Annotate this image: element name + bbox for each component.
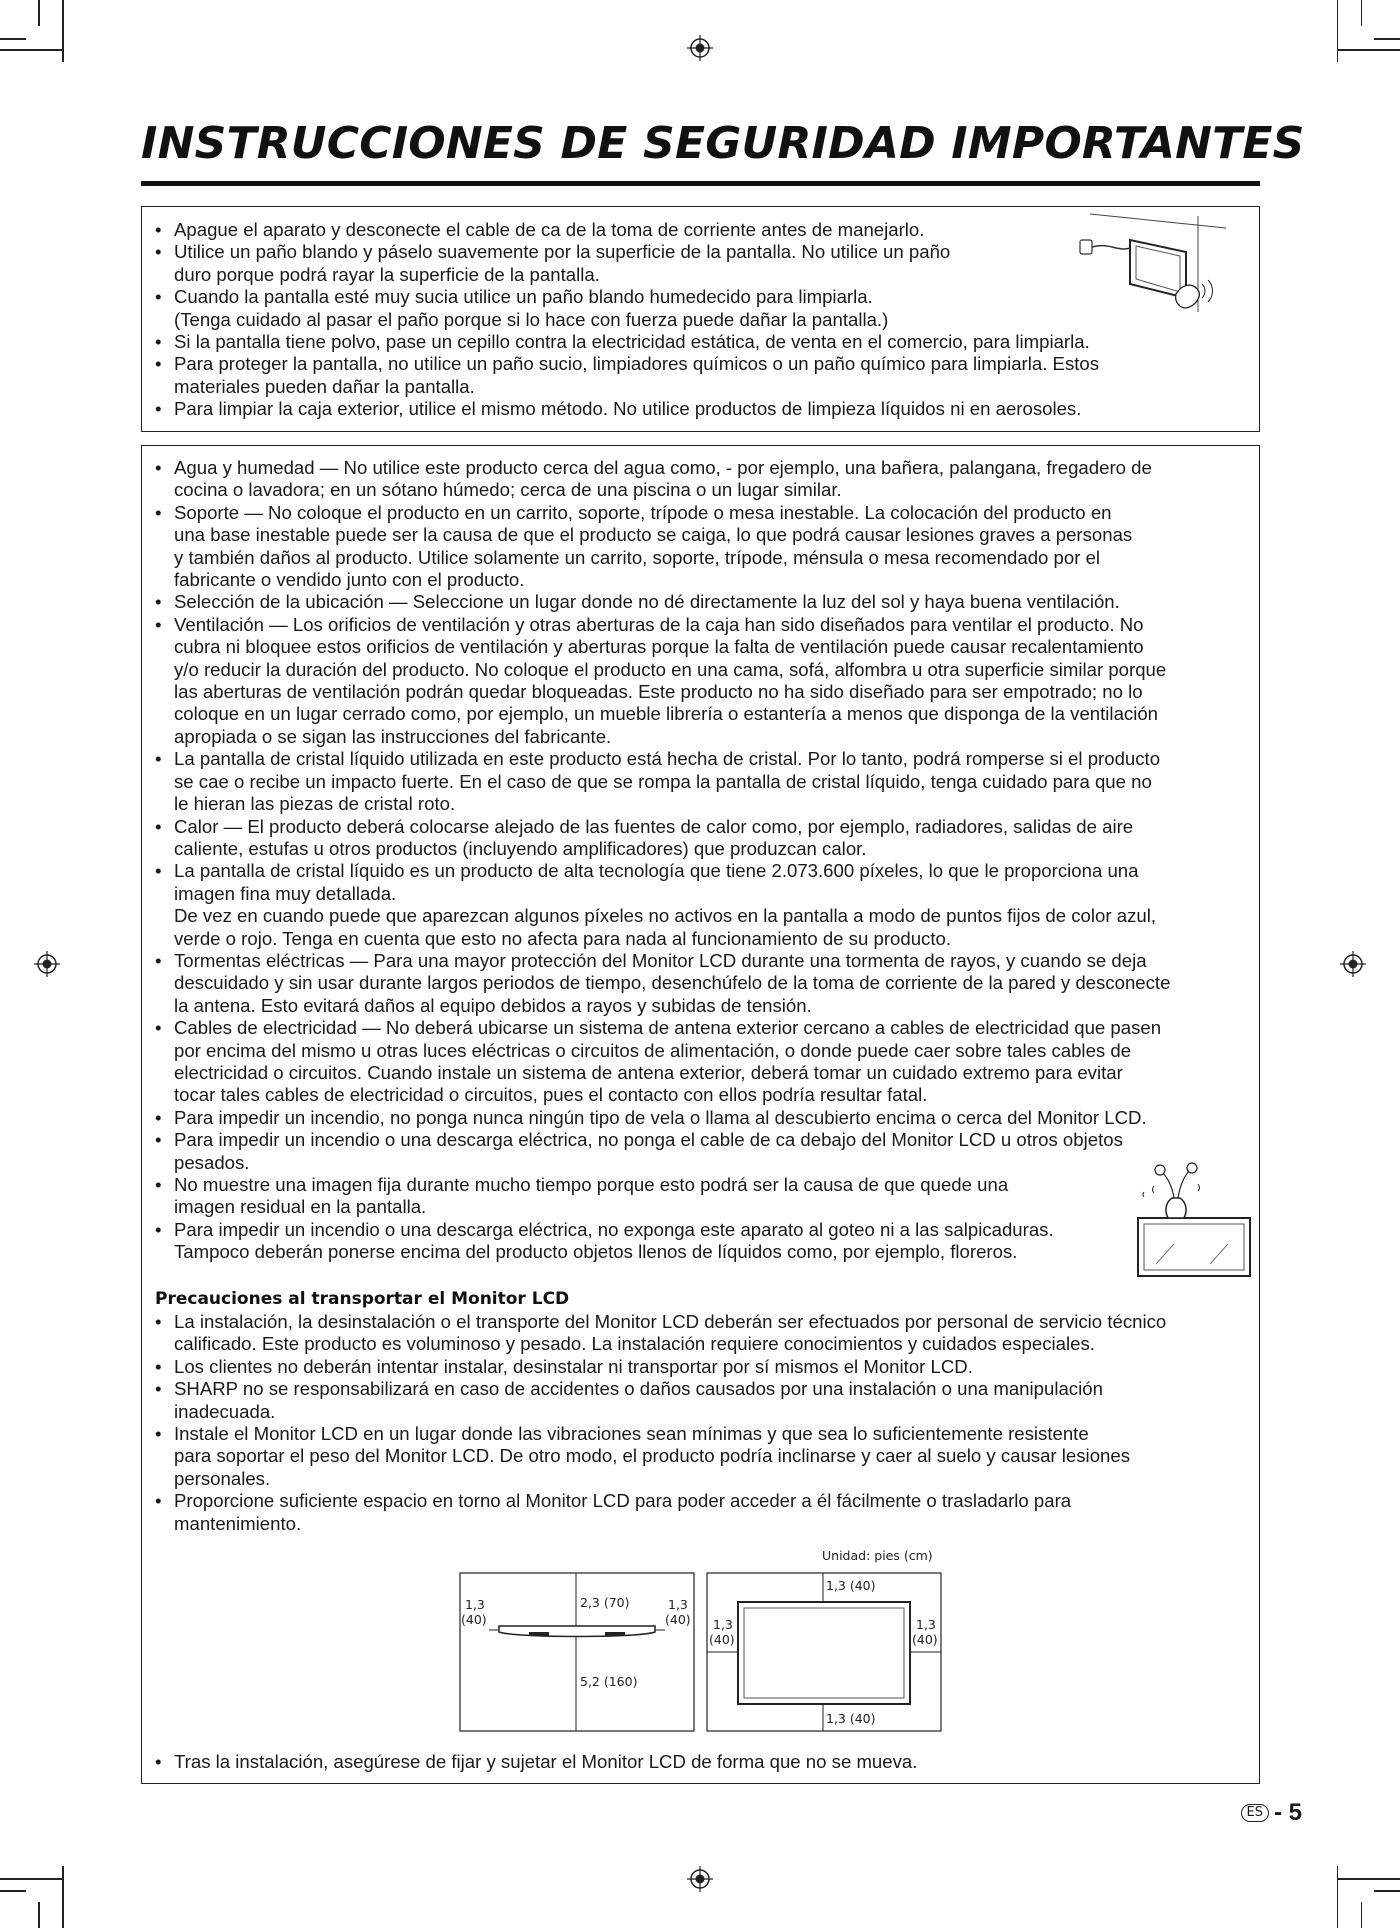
clearance-front-view-diagram	[706, 1572, 942, 1732]
list-item: • Ventilación — Los orificios de ventilación y otras aberturas de la caja han sido diseñados para ventilar el producto. No cubra ni bloquee estos orificios de ventilación y aberturas porque la falta de ventilación puede causar recalentamiento y/o reducir la duración del producto. No coloque el producto en una cama, sofá, alfombra u otra superficie similar porque las aberturas de ventilación podrán quedar bloqueadas. Este producto no ha sido diseñado para ser empotrado; no lo coloque en un lugar cerrado como, por ejemplo, un mueble librería o estantería a menos que disponga de la ventilación apropiada o se sigan las instrucciones del fabricante.	[143, 614, 1258, 748]
list-item: • SHARP no se responsabilizará en caso de accidentes o daños causados por una instalación o una manipulación inadecuada.	[143, 1378, 1258, 1423]
top-view-left-cm: (40)	[461, 1612, 487, 1627]
transport-list	[143, 1311, 1258, 1535]
final-transport-list	[143, 1751, 1258, 1773]
page-title: INSTRUCCIONES DE SEGURIDAD IMPORTANTES	[141, 118, 1305, 169]
page-number	[1241, 1799, 1302, 1827]
list-item: • Para limpiar la caja exterior, utilice el mismo método. No utilice productos de limpieza líquidos ni en aerosoles.	[143, 398, 1258, 420]
list-item: • Para impedir un incendio o una descarga eléctrica, no exponga este aparato al goteo ni a las salpicaduras. Tampoco deberán ponerse encima del producto objetos llenos de líquidos como, por ejemplo, floreros.	[143, 1219, 1258, 1264]
list-item: • Selección de la ubicación — Seleccione un lugar donde no dé directamente la luz del sol y haya buena ventilación.	[143, 591, 1258, 613]
list-item: • La pantalla de cristal líquido es un producto de alta tecnología que tiene 2.073.600 píxeles, lo que le proporciona una imagen fina muy detallada. De vez en cuando puede que aparezcan algunos píxeles no activos en la pantalla a modo de puntos fijos de color azul, verde o rojo. Tenga en cuenta que esto no afecta para nada al funcionamiento de su producto.	[143, 860, 1258, 950]
registration-mark-icon	[1340, 951, 1366, 977]
diagram-unit-label: Unidad: pies (cm)	[822, 1548, 933, 1563]
front-view-top-value: 1,3 (40)	[826, 1578, 876, 1593]
list-item: • Para proteger la pantalla, no utilice un paño sucio, limpiadores químicos o un paño químico para limpiarla. Estos materiales pueden dañar la pantalla.	[143, 353, 1258, 398]
front-view-right-value: 1,3	[916, 1617, 936, 1632]
list-item: • La pantalla de cristal líquido utilizada en este producto está hecha de cristal. Por lo tanto, podrá romperse si el producto se cae o recibe un impacto fuerte. En el caso de que se rompa la pantalla de cristal líquido, tenga cuidado para que no le hieran las piezas de cristal roto.	[143, 748, 1258, 815]
front-view-left-value: 1,3	[713, 1617, 733, 1632]
list-item: • No muestre una imagen fija durante mucho tiempo porque esto podrá ser la causa de que quede una imagen residual en la pantalla.	[143, 1174, 1258, 1219]
clearance-top-view-diagram	[459, 1572, 695, 1732]
list-item: • Agua y humedad — No utilice este producto cerca del agua como, - por ejemplo, una bañera, palangana, fregadero de cocina o lavadora; en un sótano húmedo; cerca de una piscina o un lugar similar.	[143, 457, 1258, 502]
list-item: • Tras la instalación, asegúrese de fijar y sujetar el Monitor LCD de forma que no se mueva.	[143, 1751, 1258, 1773]
list-item: • Para impedir un incendio o una descarga eléctrica, no ponga el cable de ca debajo del Monitor LCD u otros objetos pesados.	[143, 1129, 1258, 1174]
front-view-bottom-value: 1,3 (40)	[826, 1711, 876, 1726]
top-view-back-value: 2,3 (70)	[580, 1595, 630, 1610]
list-item: • Para impedir un incendio, no ponga nunca ningún tipo de vela o llama al descubierto encima o cerca del Monitor LCD.	[143, 1107, 1258, 1129]
list-item: • Calor — El producto deberá colocarse alejado de las fuentes de calor como, por ejemplo, radiadores, salidas de aire caliente, estufas u otros productos (incluyendo amplificadores) que produzcan calor.	[143, 816, 1258, 861]
top-view-left-value: 1,3	[465, 1597, 485, 1612]
safety-list	[143, 457, 1258, 1264]
list-item: • Tormentas eléctricas — Para una mayor protección del Monitor LCD durante una tormenta de rayos, y cuando se deja descuidado y sin usar durante largos periodos de tiempo, desenchúfelo de la toma de corriente de la pared y desconecte la antena. Esto evitará daños al equipo debidos a rayos y subidas de tensión.	[143, 950, 1258, 1017]
list-item: • Instale el Monitor LCD en un lugar donde las vibraciones sean mínimas y que sea lo suficientemente resistente para soportar el peso del Monitor LCD. De otro modo, el producto podría inclinarse y caer al suelo y causar lesiones personales.	[143, 1423, 1258, 1490]
list-item: • Cuando la pantalla esté muy sucia utilice un paño blando humedecido para limpiarla. (Tenga cuidado al pasar el paño porque si lo hace con fuerza puede dañar la pantalla.)	[143, 286, 1258, 331]
top-view-front-value: 5,2 (160)	[580, 1674, 638, 1689]
list-item: • Utilice un paño blando y páselo suavemente por la superficie de la pantalla. No utilice un paño duro porque podrá rayar la superficie de la pantalla.	[143, 241, 1258, 286]
title-rule	[141, 181, 1260, 186]
registration-mark-icon	[34, 951, 60, 977]
registration-mark-icon	[687, 1866, 713, 1892]
registration-mark-icon	[687, 35, 713, 61]
top-view-right-cm: (40)	[665, 1612, 691, 1627]
front-view-left-cm: (40)	[709, 1632, 735, 1647]
list-item: • Si la pantalla tiene polvo, pase un cepillo contra la electricidad estática, de venta en el comercio, para limpiarla.	[143, 331, 1258, 353]
page-number-text: - 5	[1273, 1799, 1302, 1826]
list-item: • Apague el aparato y desconecte el cable de ca de la toma de corriente antes de manejarlo.	[143, 219, 1258, 241]
screen-cleaning-illustration	[1078, 212, 1230, 320]
language-badge: ES	[1241, 1804, 1269, 1822]
list-item: • Los clientes no deberán intentar instalar, desinstalar ni transportar por sí mismos el Monitor LCD.	[143, 1356, 1258, 1378]
list-item: • La instalación, la desinstalación o el transporte del Monitor LCD deberán ser efectuados por personal de servicio técnico calificado. Este producto es voluminoso y pesado. La instalación requiere conocimientos y cuidados especiales.	[143, 1311, 1258, 1356]
top-view-right-value: 1,3	[668, 1597, 688, 1612]
list-item: • Proporcione suficiente espacio en torno al Monitor LCD para poder acceder a él fácilmente o trasladarlo para mantenimiento.	[143, 1490, 1258, 1535]
vase-on-monitor-illustration	[1128, 1158, 1256, 1280]
list-item: • Cables de electricidad — No deberá ubicarse un sistema de antena exterior cercano a cables de electricidad que pasen por encima del mismo u otras luces eléctricas o circuitos de alimentación, o donde puede caer sobre tales cables de electricidad o circuitos. Cuando instale un sistema de antena exterior, deberá tomar un cuidado extremo para evitar tocar tales cables de electricidad o circuitos, pues el contacto con ellos podría resultar fatal.	[143, 1017, 1258, 1107]
transport-heading: Precauciones al transportar el Monitor LCD	[155, 1289, 570, 1309]
front-view-right-cm: (40)	[912, 1632, 938, 1647]
list-item: • Soporte — No coloque el producto en un carrito, soporte, trípode o mesa inestable. La colocación del producto en una base inestable puede ser la causa de que el producto se caiga, lo que podrá causar lesiones graves a personas y también daños al producto. Utilice solamente un carrito, soporte, trípode, ménsula o mesa recomendado por el fabricante o vendido junto con el producto.	[143, 502, 1258, 592]
